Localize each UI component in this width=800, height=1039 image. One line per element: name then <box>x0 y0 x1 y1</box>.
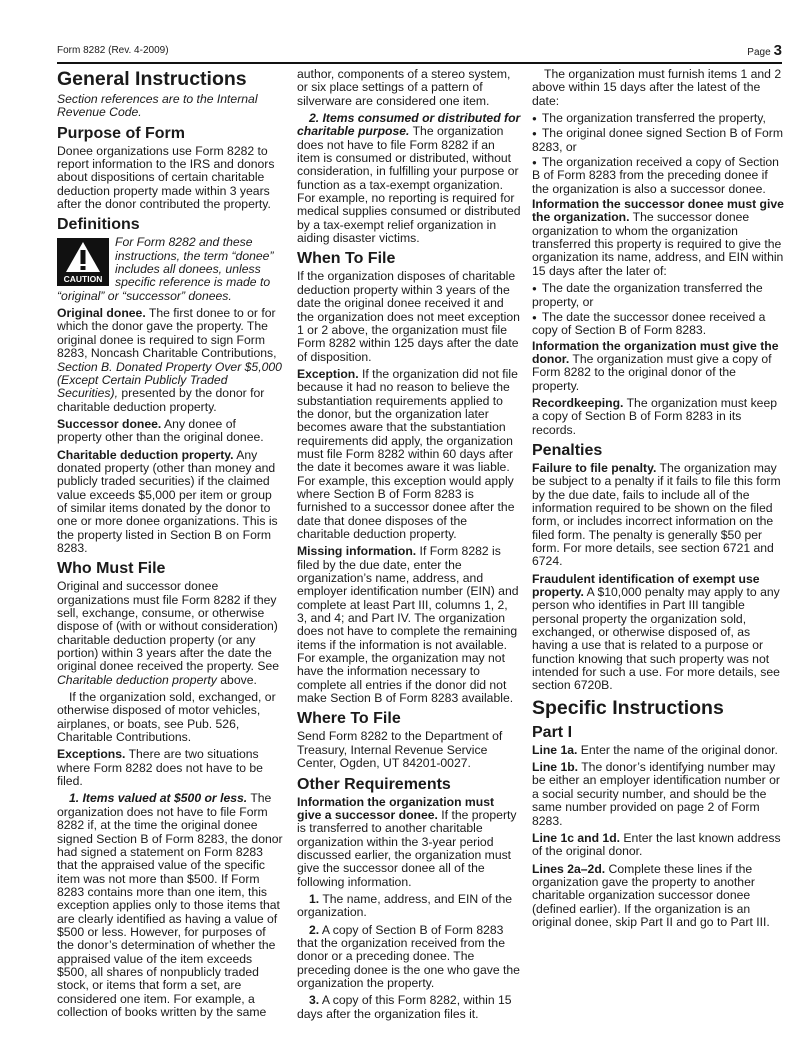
text-run: Send Form 8282 to the Department of Treasury, Internal Revenue Service Center, Ogden, UT 84201-0027. <box>297 729 503 771</box>
column-middle <box>297 68 521 1025</box>
text-run: The organization must keep a copy of Section B of Form 8283 in its records. <box>532 395 778 437</box>
section-heading <box>57 68 283 90</box>
paragraph <box>532 573 784 693</box>
text-run: The organization does not have to file Form 8282 if an item is consumed or distributed, without consideration, in fulfilling your purpose or function as a tax-exempt organization. For example, no reporting is required for medical supplies consumed or distributed by a tax-exempt relief organization in aiding disaster victims. <box>297 124 521 246</box>
text-run: General Instructions <box>57 68 247 90</box>
run-in-heading: Fraudulent identification of exempt use property. <box>532 571 760 600</box>
text-run: above. <box>216 672 257 687</box>
paragraph <box>532 744 784 757</box>
paragraph <box>532 198 784 278</box>
run-in-heading: Information the organization must give a successor donee. <box>297 794 495 822</box>
text-run: If the organization disposes of charitable deduction property within 3 years of the date the original donee received it and the organization does not meet exception 1 or 2 above, the organization must file Form 8282 within 125 days after the date of disposition. <box>297 269 520 364</box>
run-in-heading: Successor donee. <box>57 416 162 431</box>
text-run: Charitable deduction property <box>57 672 217 687</box>
paragraph <box>297 796 521 889</box>
text-run: author, components of a stereo system, or six place settings of a pattern of silverware are considered one item. <box>297 67 511 108</box>
bullet-item <box>532 156 784 196</box>
caution-note <box>57 236 283 303</box>
text-run: If the organization did not file because it had no reason to believe the substantiation requirements applied to the donor, but the organization later becomes aware that the substantiation requirements did apply, the organization must file Form 8282 within 60 days after the date it becomes aware it was liable. For example, this exception would apply where Section B of Form 8283 is furnished to a successor donee after the date that donee disposes of the charitable deduction property. <box>297 366 518 541</box>
paragraph <box>57 792 283 1019</box>
subsection-heading <box>57 559 283 578</box>
text-run: The first donee to or for which the donor gave the property. The original donee is required to sign Form 8283, Noncash Charitable Contributions, <box>57 306 277 361</box>
paragraph <box>57 580 283 687</box>
run-in-heading: Original donee. <box>57 306 146 321</box>
paragraph <box>532 863 784 930</box>
caution-label: CAUTION <box>63 274 103 285</box>
run-in-heading: Lines 2a–2d. <box>532 861 606 876</box>
subsection-heading <box>532 723 784 742</box>
text-run: A $10,000 penalty may apply to any person who identifies in Part III tangible personal property the organization sold, exchanged, or otherwise disposed of, as having a use that is related to a purpose or function knowing that such property was not intended for such a use. For more details, see section 6720B. <box>532 585 780 693</box>
run-in-heading: Exceptions. <box>57 747 126 762</box>
text-run: The donor’s identifying number may be either an employer identification number or a social security number, and should be the same number provided on page 2 of Form 8283. <box>532 760 780 828</box>
paragraph <box>57 307 283 414</box>
page-label: Page <box>747 47 771 58</box>
bullet-item <box>532 112 784 125</box>
bullet-item <box>532 311 784 338</box>
paragraph <box>57 93 283 120</box>
paragraph <box>297 68 521 108</box>
bullet-item <box>532 282 784 309</box>
text-run: Who Must File <box>57 560 166 578</box>
column-left <box>57 68 283 1023</box>
text-run: The date the organization transferred the property, or <box>532 281 763 309</box>
paragraph <box>57 691 283 744</box>
text-run: The organization must furnish items 1 and 2 above within 15 days after the latest of the date: <box>532 67 782 108</box>
text-run: A copy of this Form 8282, within 15 days after the organization files it. <box>297 993 512 1021</box>
subsection-heading <box>532 441 784 460</box>
paragraph <box>57 418 283 445</box>
run-in-heading: 2. Items consumed or distributed for charitable purpose. <box>297 111 521 139</box>
text-run: Purpose of Form <box>57 124 186 142</box>
text-run: Original and successor donee organizations must file Form 8282 if they sell, exchange, consume, or otherwise dispose of (with or without consideration) charitable deduction property (or any portion) within 3 years after the date the original donee received the property. See <box>57 579 279 674</box>
run-in-heading: Exception. <box>297 366 359 381</box>
text-run: Enter the last known address of the original donor. <box>532 830 781 859</box>
subsection-heading <box>297 709 521 728</box>
text-run: Section references are to the Internal Revenue Code. <box>57 92 258 120</box>
text-run: A copy of Section B of Form 8283 that the organization received from the donor or a preceding donee. The preceding donee is the one who gave the organization the property. <box>297 922 520 990</box>
run-in-heading: Information the organization must give the donor. <box>532 338 779 366</box>
run-in-heading: 1. <box>309 891 320 906</box>
text-run: Definitions <box>57 216 140 234</box>
text-run: The organization transferred the property, <box>541 111 766 126</box>
text-run: The name, address, and EIN of the organization. <box>297 891 513 920</box>
text-run: Enter the name of the original donor. <box>577 742 778 757</box>
text-run: The original donee signed Section B of Form 8283, or <box>532 126 784 154</box>
bullet-item <box>532 127 784 154</box>
text-run: Complete these lines if the organization gave the property to another charitable organization successor donee (defined earlier). If the organization is an original donee, skip Part II and go to Part III. <box>532 861 770 929</box>
page-number-value: 3 <box>773 42 782 59</box>
paragraph <box>297 994 521 1021</box>
text-run: Where To File <box>297 710 401 728</box>
text-run: The organization received a copy of Section B of Form 8283 from the preceding donee if the organization is also a successor donee. <box>532 155 779 196</box>
paragraph <box>297 545 521 705</box>
paragraph <box>532 761 784 828</box>
run-in-heading: Line 1a. <box>532 742 578 757</box>
text-run: If the organization sold, exchanged, or otherwise disposed of motor vehicles, airplanes, or boats, see Pub. 526, Charitable Contributions. <box>57 690 276 745</box>
text-run: Section B. Donated Property Over $5,000 (Except Certain Publicly Traded Securities), <box>57 359 282 401</box>
text-run: The organization does not have to file Form 8282 if, at the time the original donee signed Section B of Form 8283, the donor had signed a statement on Form 8283 that the appraised value of the specific item was not more than $500. If Form 8283 contains more than one item, this exception applies only to those items that are clearly identified as having a value of $500 or less. However, for purposes of the donor’s determination of whether the appraised value of the item exceeds $500, all shares of nonpublicly traded stock, or items that form a set, are considered one item. For example, a collection of books written by the same <box>57 791 283 1019</box>
paragraph <box>532 397 784 437</box>
paragraph <box>297 112 521 245</box>
text-run: There are two situations where Form 8282 does not have to be filed. <box>57 747 263 789</box>
run-in-heading: Missing information. <box>297 544 417 559</box>
paragraph <box>297 730 521 770</box>
text-run: Donee organizations use Form 8282 to report information to the IRS and donors about dispositions of certain charitable deduction property made within 3 years after the donor contributed the property. <box>57 143 275 212</box>
text-run: Any donated property (other than money and publicly traded securities) if the claimed value exceeds $5,000 per item or group of similar items donated by the donor to one or more donee organizations. This is the property listed in Section B on Form 8283. <box>57 447 278 555</box>
paragraph <box>57 449 283 556</box>
header-rule <box>57 62 782 64</box>
run-in-heading: Recordkeeping. <box>532 395 624 410</box>
run-in-heading: Information the successor donee must give the organization. <box>532 197 784 225</box>
subsection-heading <box>297 249 521 268</box>
run-in-heading: 2. <box>309 922 320 937</box>
run-in-heading: Line 1b. <box>532 760 579 775</box>
run-in-heading: 1. Items valued at $500 or less. <box>69 791 248 806</box>
paragraph <box>57 145 283 212</box>
text-run: The organization may be subject to a penalty if it fails to file this form by the due date, fails to include all of the information required to be shown on the filed form, or includes incorrect information on the filed form. The penalty is generally $50 per form. For more details, see section 6721 and 6724. <box>532 460 781 569</box>
section-heading <box>532 697 784 719</box>
run-in-heading: Charitable deduction property. <box>57 447 234 462</box>
text-run: The organization must give a copy of Form 8282 to the original donor of the property. <box>532 351 772 393</box>
paragraph <box>532 462 784 569</box>
run-in-heading: Line 1c and 1d. <box>532 830 621 845</box>
paragraph <box>297 368 521 541</box>
text-run: Other Requirements <box>297 775 451 793</box>
page-number <box>747 42 782 59</box>
text-run: The successor donee organization to whom the organization transferred this property is required to give the organization its name, address, and EIN within 15 days after the later of: <box>532 210 784 278</box>
caution-icon <box>57 238 109 286</box>
text-run: If Form 8282 is filed by the due date, enter the organization’s name, address, and employer identification number (EIN) and complete at least Part III, columns 1, 2, 3, and 4; and Part IV. The organization does not have to complete the remaining items if the information is not available. For example, the organization may not have the information necessary to complete all entries if the donor did not make Section B of Form 8283 available. <box>297 544 519 706</box>
paragraph <box>532 832 784 859</box>
paragraph <box>297 270 521 363</box>
text-run: For Form 8282 and these instructions, the term “donee” includes all donees, unless specific reference is made to “original” or “successor” donees. <box>57 235 274 303</box>
text-run: Part I <box>532 723 573 741</box>
text-run: Penalties <box>532 441 603 459</box>
paragraph <box>532 340 784 393</box>
paragraph <box>297 893 521 920</box>
paragraph <box>532 68 784 108</box>
text-run: Specific Instructions <box>532 696 724 719</box>
subsection-heading <box>57 124 283 143</box>
paragraph <box>297 924 521 991</box>
paragraph <box>57 748 283 788</box>
subsection-heading <box>57 215 283 234</box>
text-run: The date the successor donee received a copy of Section B of Form 8283. <box>532 309 766 338</box>
subsection-heading <box>297 775 521 794</box>
text-run: Any donee of property other than the original donee. <box>57 416 264 445</box>
run-in-heading: Failure to file penalty. <box>532 460 657 475</box>
text-run: When To File <box>297 250 396 268</box>
column-right <box>532 68 784 933</box>
text-run: If the property is transferred to another charitable organization within the 3-year period discussed earlier, the organization must give the successor donee all of the following information. <box>297 807 517 889</box>
form-identifier: Form 8282 (Rev. 4-2009) <box>57 45 169 56</box>
text-run: presented by the donor for charitable deduction property. <box>57 386 265 414</box>
run-in-heading: 3. <box>309 993 320 1008</box>
